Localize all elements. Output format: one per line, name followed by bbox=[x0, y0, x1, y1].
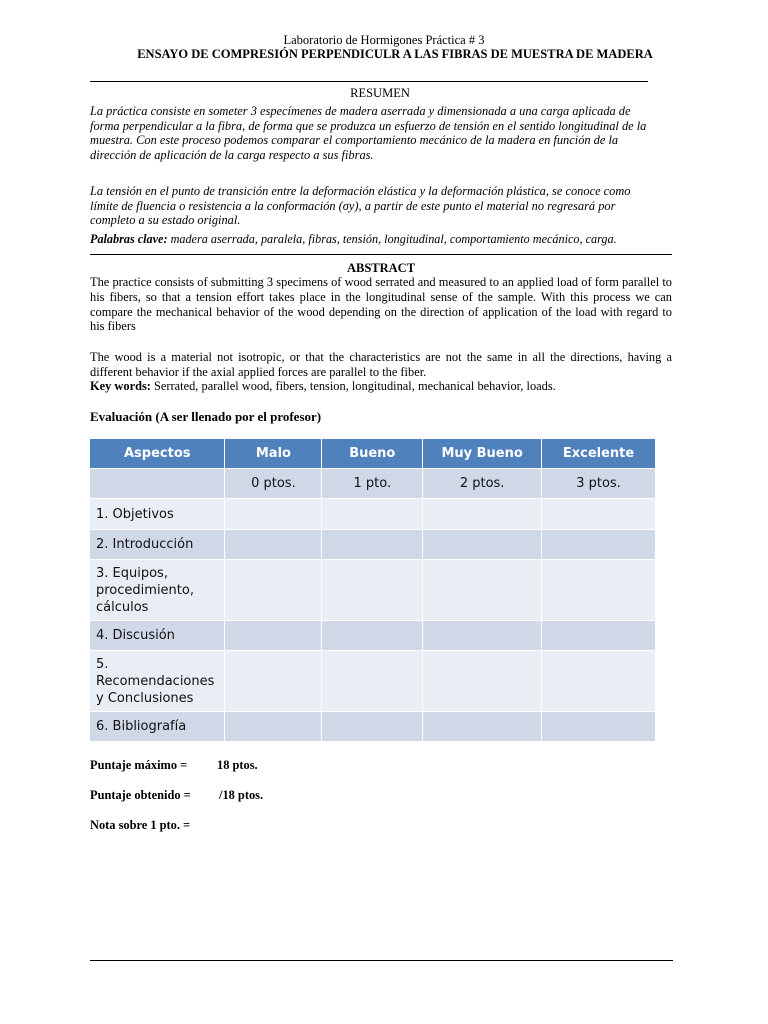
abstract-heading: ABSTRACT bbox=[346, 261, 416, 275]
score-cell[interactable] bbox=[542, 712, 656, 742]
aspect-cell: 5. Recomendaciones y Conclusiones bbox=[90, 651, 225, 712]
table-row bbox=[90, 530, 656, 560]
keywords-label: Palabras clave: bbox=[90, 232, 168, 246]
key-words-text: Serrated, parallel wood, fibers, tension, longitudinal, mechanical behavior, loads. bbox=[150, 379, 556, 393]
points-cell: 2 ptos. bbox=[423, 469, 542, 499]
evaluation-heading: Evaluación (A ser llenado por el profesor) bbox=[90, 409, 322, 424]
score-cell[interactable] bbox=[542, 560, 656, 621]
score-cell[interactable] bbox=[322, 712, 423, 742]
score-cell[interactable] bbox=[423, 560, 542, 621]
score-cell[interactable] bbox=[225, 651, 322, 712]
table-row bbox=[90, 651, 656, 712]
footer-divider bbox=[90, 960, 673, 961]
points-cell: 1 pto. bbox=[322, 469, 423, 499]
score-cell[interactable] bbox=[322, 530, 423, 560]
column-header: Excelente bbox=[542, 439, 656, 469]
score-cell[interactable] bbox=[322, 560, 423, 621]
score-cell[interactable] bbox=[542, 499, 656, 530]
score-cell[interactable] bbox=[423, 651, 542, 712]
table-header-row bbox=[90, 439, 656, 469]
score-cell[interactable] bbox=[423, 530, 542, 560]
aspect-cell: 1. Objetivos bbox=[90, 499, 225, 530]
column-header: Aspectos bbox=[90, 439, 225, 469]
aspect-cell: 4. Discusión bbox=[90, 621, 225, 651]
resumen-paragraph-2: La tensión en el punto de transición entre la deformación elástica y la deformación plástica, se conoce como límite de fluencia o resistencia a la conformación (σy), a partir de este punto el material no regresará por completo a su estado original. bbox=[90, 184, 631, 228]
table-row bbox=[90, 621, 656, 651]
score-cell[interactable] bbox=[225, 560, 322, 621]
score-cell[interactable] bbox=[225, 712, 322, 742]
top-divider bbox=[90, 81, 648, 82]
points-row bbox=[90, 469, 656, 499]
aspect-cell: 6. Bibliografía bbox=[90, 712, 225, 742]
score-cell[interactable] bbox=[322, 621, 423, 651]
document-subtitle: ENSAYO DE COMPRESIÓN PERPENDICULR A LAS FIBRAS DE MUESTRA DE MADERA bbox=[137, 47, 653, 61]
score-cell[interactable] bbox=[423, 712, 542, 742]
score-cell[interactable] bbox=[542, 651, 656, 712]
column-header: Bueno bbox=[322, 439, 423, 469]
abstract-paragraph-2: The wood is a material not isotropic, or that the characteristics are not the same in all the directions, having a different behavior if the axial applied forces are parallel to the fiber. bbox=[90, 350, 672, 379]
score-cell[interactable] bbox=[322, 499, 423, 530]
max-score-label: Puntaje máximo = bbox=[90, 758, 188, 772]
points-cell: 0 ptos. bbox=[225, 469, 322, 499]
grade-label: Nota sobre 1 pto. = bbox=[90, 818, 191, 832]
obtained-score-label: Puntaje obtenido = bbox=[90, 788, 191, 802]
score-cell[interactable] bbox=[225, 621, 322, 651]
abstract-keywords bbox=[90, 379, 672, 394]
column-header: Malo bbox=[225, 439, 322, 469]
max-score-value: 18 ptos. bbox=[217, 758, 258, 772]
resumen-keywords bbox=[90, 232, 670, 247]
obtained-score-value: /18 ptos. bbox=[219, 788, 264, 802]
evaluation-table bbox=[90, 439, 656, 742]
table-row bbox=[90, 499, 656, 530]
resumen-heading: RESUMEN bbox=[350, 86, 410, 100]
keywords-text: madera aserrada, paralela, fibras, tensión, longitudinal, comportamiento mecánico, carga. bbox=[167, 232, 617, 246]
abstract-paragraph-1: The practice consists of submitting 3 specimens of wood serrated and measured to an applied load of form parallel to his fibers, so that a tension effort takes place in the longitudinal sense of the sample. With this process we can compare the mechanical behavior of the wood depending on the direction of application of the load with regard to his fibers bbox=[90, 275, 672, 334]
aspect-cell: 2. Introducción bbox=[90, 530, 225, 560]
document-title: Laboratorio de Hormigones Práctica # 3 bbox=[283, 33, 485, 47]
score-cell[interactable] bbox=[542, 530, 656, 560]
table-row bbox=[90, 560, 656, 621]
score-cell[interactable] bbox=[322, 651, 423, 712]
resumen-paragraph-1: La práctica consiste en someter 3 especímenes de madera aserrada y dimensionada a una carga aplicada de forma perpendicular a la fibra, de forma que se produzca un esfuerzo de tensión en el sentido longitudinal de la muestra. Con este proceso podemos comparar el comportamiento mecánico de la madera en función de la dirección de aplicación de la carga respecto a sus fibras. bbox=[90, 104, 647, 162]
score-cell[interactable] bbox=[225, 499, 322, 530]
column-header: Muy Bueno bbox=[423, 439, 542, 469]
score-cell[interactable] bbox=[423, 499, 542, 530]
table-cell bbox=[90, 469, 225, 499]
key-words-label: Key words: bbox=[90, 379, 151, 393]
middle-divider bbox=[90, 254, 672, 255]
score-cell[interactable] bbox=[225, 530, 322, 560]
aspect-cell: 3. Equipos, procedimiento, cálculos bbox=[90, 560, 225, 621]
points-cell: 3 ptos. bbox=[542, 469, 656, 499]
score-cell[interactable] bbox=[423, 621, 542, 651]
score-cell[interactable] bbox=[542, 621, 656, 651]
table-row bbox=[90, 712, 656, 742]
